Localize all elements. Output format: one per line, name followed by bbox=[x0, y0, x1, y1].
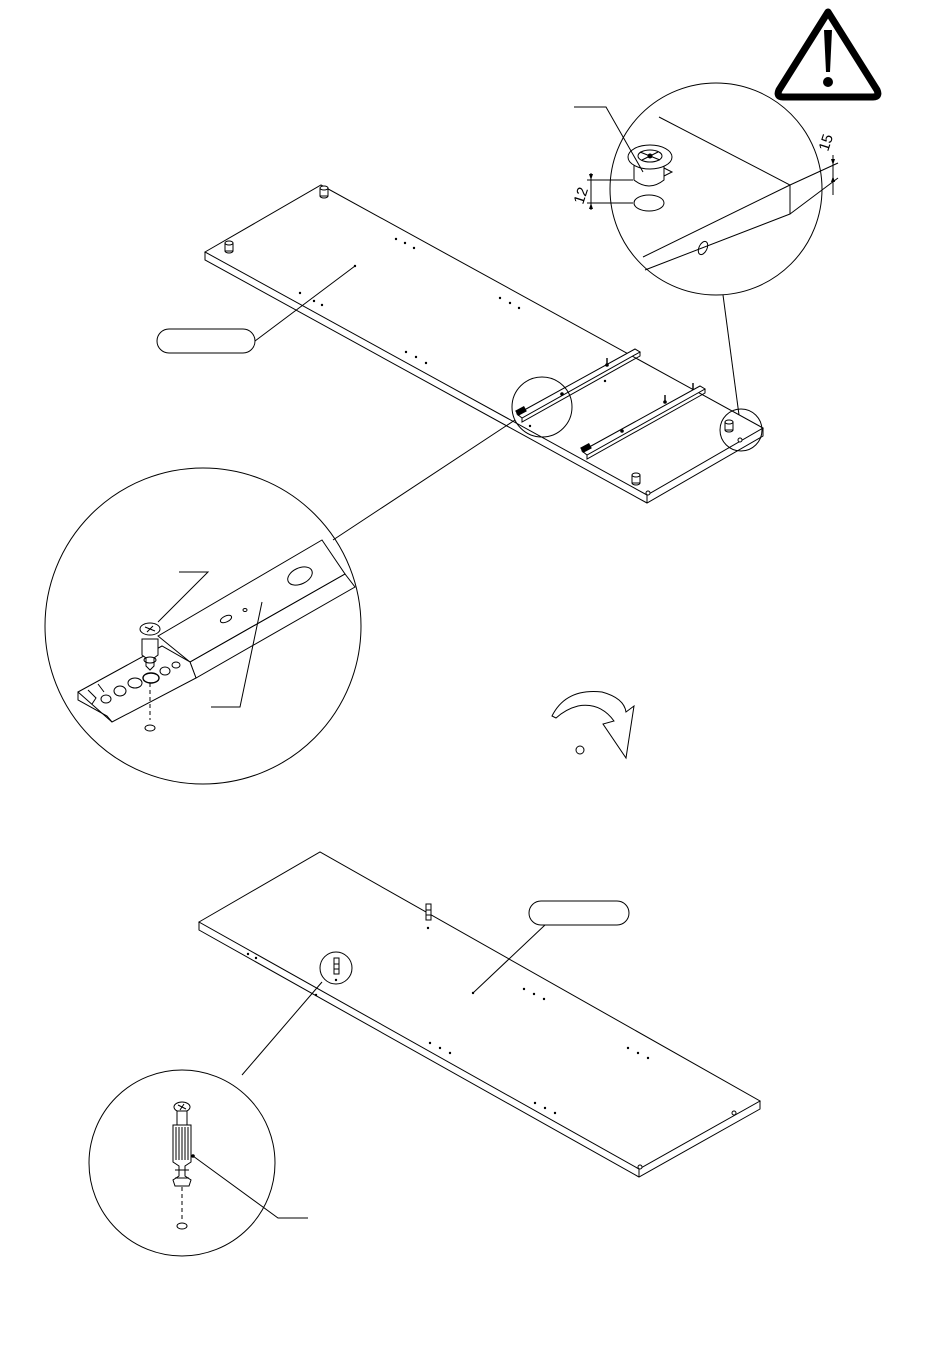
warning-triangle-icon bbox=[778, 12, 878, 97]
cam-fitting bbox=[725, 420, 733, 432]
dowel bbox=[426, 904, 431, 920]
cam-depth-dimension: 12 bbox=[570, 185, 592, 207]
cam-fitting bbox=[225, 241, 233, 253]
lower-panel bbox=[199, 852, 760, 1177]
edge-offset-dimension: 15 bbox=[815, 132, 837, 154]
cam-fitting bbox=[320, 186, 328, 198]
upper-panel bbox=[205, 185, 763, 503]
cam-fitting bbox=[632, 473, 640, 485]
rotate-arrow-icon bbox=[552, 692, 634, 759]
dowel-detail bbox=[89, 982, 322, 1256]
rail-detail bbox=[45, 420, 515, 784]
